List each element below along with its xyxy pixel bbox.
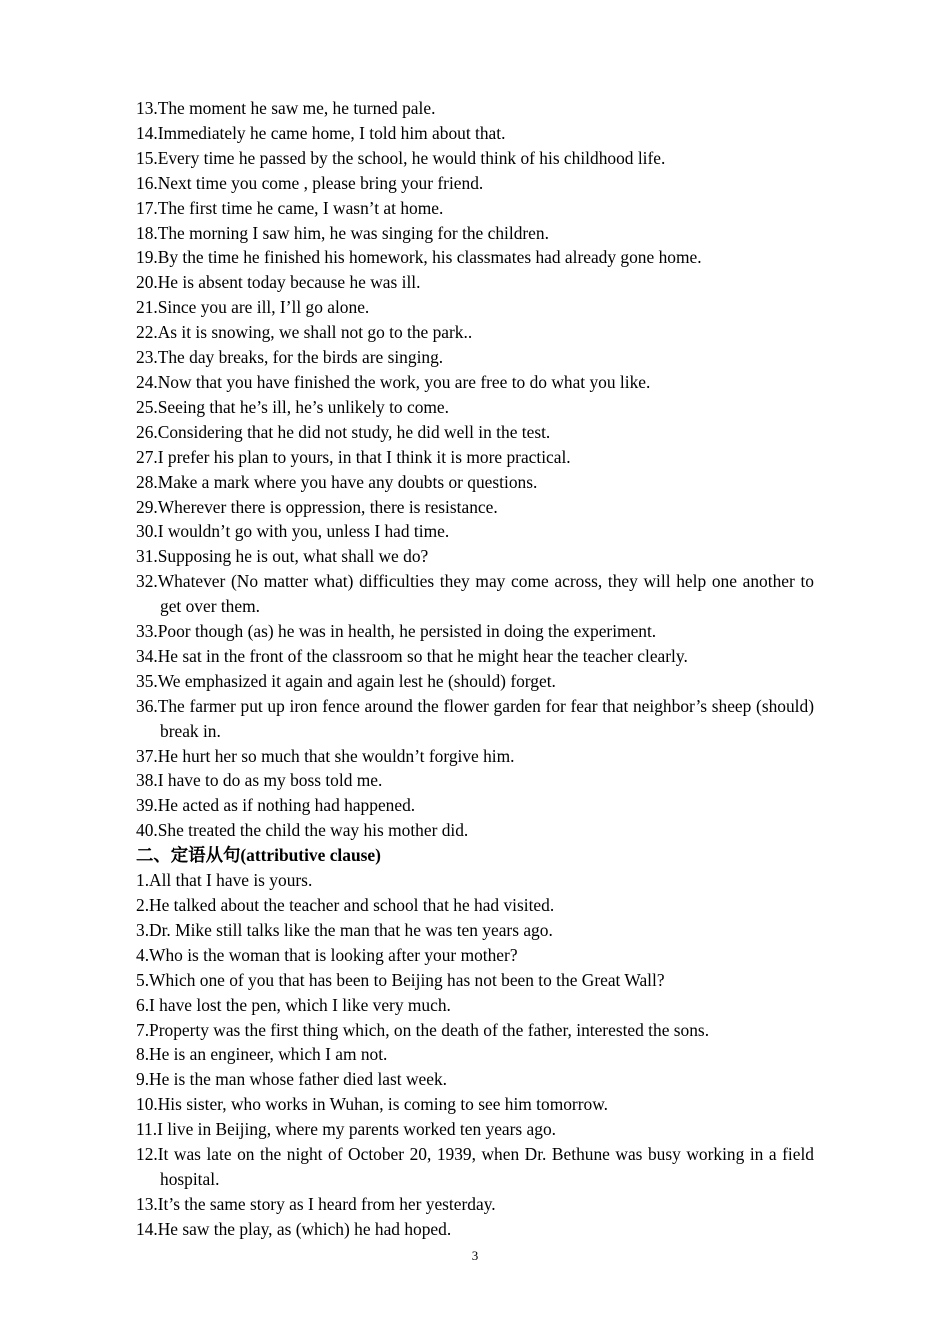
example-sentence: 35.We emphasized it again and again lest he (should) forget. [136,670,556,691]
example-sentence: 19.By the time he finished his homework, his classmates had already gone home. [136,247,702,268]
example-sentence: 22.As it is snowing, we shall not go to the park.. [136,322,473,343]
example-sentence: 36.The farmer put up iron fence around the flower garden for fear that neighbor’s sheep (should) break in. [136,695,814,741]
example-sentence: 2.He talked about the teacher and school that he had visited. [136,895,555,915]
example-sentence: 20.He is absent today because he was ill. [136,272,421,293]
example-sentence: 40.She treated the child the way his mother did. [136,820,469,841]
example-sentence: 18.The morning I saw him, he was singing for the children. [136,222,549,243]
example-sentence: 25.Seeing that he’s ill, he’s unlikely to come. [136,396,449,417]
example-sentence: 28.Make a mark where you have any doubts or questions. [136,471,538,492]
example-sentence: 26.Considering that he did not study, he did well in the test. [136,421,551,442]
example-sentence: 30.I wouldn’t go with you, unless I had time. [136,521,450,542]
example-sentence: 29.Wherever there is oppression, there is resistance. [136,496,498,517]
example-sentence: 8.He is an engineer, which I am not. [136,1044,388,1065]
example-sentence: 1.All that I have is yours. [136,870,313,891]
example-sentence: 31.Supposing he is out, what shall we do? [136,546,429,567]
attributive-clause-examples [136,868,814,1242]
example-sentence: 11.I live in Beijing, where my parents worked ten years ago. [136,1119,556,1140]
section-heading: 二、定语从句(attributive clause) [136,845,381,866]
example-sentence: 27.I prefer his plan to yours, in that I think it is more practical. [136,446,571,467]
example-sentence: 17.The first time he came, I wasn’t at home. [136,197,444,218]
page-number: 3 [471,1248,479,1263]
example-sentence: 32.Whatever (No matter what) difficulties they may come across, they will help one another to get over them. [136,571,814,617]
example-sentence: 6.I have lost the pen, which I like very much. [136,994,451,1015]
example-sentence: 13.It’s the same story as I heard from her yesterday. [136,1193,496,1214]
example-sentence: 23.The day breaks, for the birds are singing. [136,347,444,368]
example-sentence: 24.Now that you have finished the work, you are free to do what you like. [136,371,651,392]
example-sentence: 14.He saw the play, as (which) he had hoped. [136,1218,452,1239]
example-sentence: 7.Property was the first thing which, on the death of the father, interested the sons. [136,1019,710,1040]
example-sentence: 34.He sat in the front of the classroom so that he might hear the teacher clearly. [136,645,688,666]
example-sentence: 3.Dr. Mike still talks like the man that he was ten years ago. [136,919,553,940]
example-sentence: 14.Immediately he came home, I told him about that. [136,122,506,143]
example-sentence: 38.I have to do as my boss told me. [136,770,383,791]
example-sentence: 9.He is the man whose father died last week. [136,1069,448,1090]
example-sentence: 13.The moment he saw me, he turned pale. [136,98,436,118]
example-sentence: 39.He acted as if nothing had happened. [136,795,416,816]
example-sentence: 33.Poor though (as) he was in health, he persisted in doing the experiment. [136,621,657,642]
example-sentence: 37.He hurt her so much that she wouldn’t forgive him. [136,745,515,766]
example-sentence: 4.Who is the woman that is looking after your mother? [136,944,518,965]
example-sentence: 16.Next time you come , please bring your friend. [136,172,484,193]
example-sentence: 10.His sister, who works in Wuhan, is coming to see him tomorrow. [136,1094,608,1115]
example-sentence: 5.Which one of you that has been to Beijing has not been to the Great Wall? [136,969,665,990]
example-sentence: 12.It was late on the night of October 20, 1939, when Dr. Bethune was busy working in a field hospital. [136,1144,814,1189]
example-sentence: 21.Since you are ill, I’ll go alone. [136,297,370,318]
example-sentence: 15.Every time he passed by the school, he would think of his childhood life. [136,147,666,168]
adverbial-clause-examples [136,96,814,843]
page-content [136,96,814,1242]
